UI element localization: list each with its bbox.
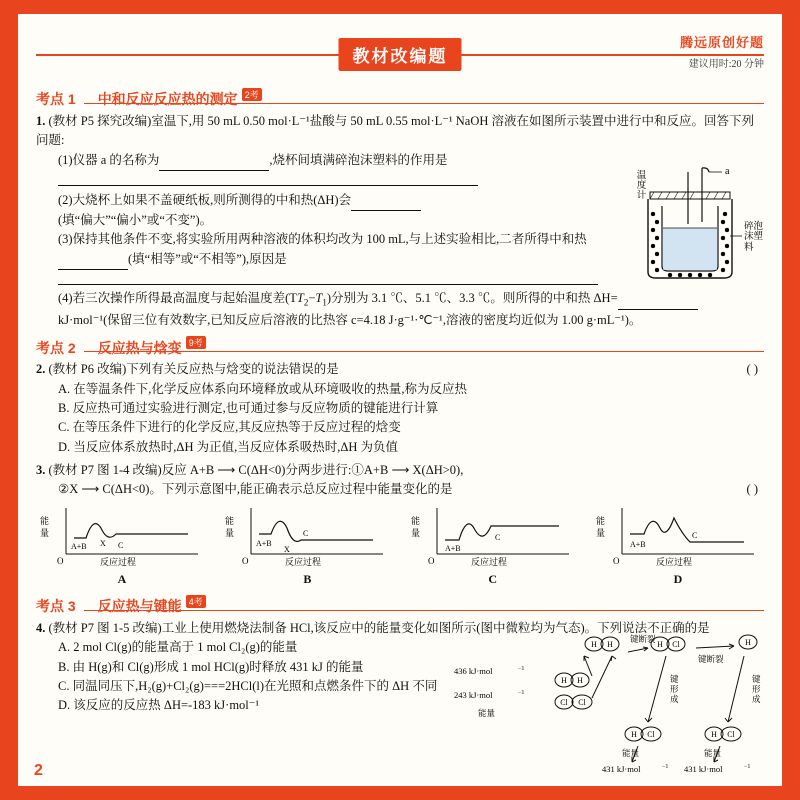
- energy-caption-c: C: [488, 572, 497, 587]
- q4-option-a[interactable]: A. 2 mol Cl(g)的能量高于 1 mol Cl₂(g)的能量: [58, 640, 298, 655]
- energy-diagram-a: [38, 504, 206, 589]
- question-4-number: 4.: [36, 620, 46, 635]
- q3-lead5: C(ΔH<0)。下列示意图中,能正确表示总反应过程中能量变化的是: [102, 482, 453, 497]
- svg-text:−1: −1: [518, 690, 525, 696]
- q1-blank-6[interactable]: [618, 289, 698, 309]
- svg-text:量: 量: [225, 527, 235, 538]
- svg-text:能: 能: [410, 515, 420, 526]
- q4-option-d[interactable]: D. 该反应的反应热 ΔH=-183 kJ·mol⁻¹: [58, 698, 260, 713]
- arrow-icon-1: ⟶: [217, 463, 236, 478]
- svg-text:键: 键: [670, 674, 679, 684]
- section-2-sup: 9考: [186, 336, 206, 349]
- q2-option-a[interactable]: A. 在等温条件下,化学反应体系向环境释放或从环境吸收的热量,称为反应热: [58, 381, 468, 396]
- q1-p3b: (填“相等”或“不相等”),原因是: [128, 251, 287, 266]
- arrow-icon-2: ⟶: [391, 463, 410, 478]
- energy-caption-b: B: [303, 572, 312, 587]
- svg-text:Cl: Cl: [672, 640, 680, 649]
- svg-text:H: H: [591, 640, 597, 649]
- q1-p4d: (保留三位有效数字,已知反应后溶液的比热容 c=4.18 J·g: [103, 312, 404, 327]
- svg-text:H: H: [607, 640, 613, 649]
- svg-text:反应过程: 反应过程: [470, 556, 507, 566]
- svg-text:431 kJ·mol: 431 kJ·mol: [684, 764, 723, 774]
- svg-text:A+B: A+B: [256, 538, 272, 548]
- q4-option-c[interactable]: C. 同温同压下,H₂(g)+Cl₂(g)===2HCl(l)在光照和点燃条件下的 ΔH 不同: [58, 678, 438, 693]
- q1-p4f: )。: [624, 312, 642, 327]
- section-3-sup: 4考: [186, 595, 206, 608]
- svg-text:O: O: [57, 555, 64, 566]
- section-3-title: 反应热与键能: [97, 598, 182, 615]
- energy-diagram-d: [594, 504, 762, 589]
- suggested-time: 建议用时:20 分钟: [688, 59, 764, 70]
- q3-lead4: ②X: [58, 482, 79, 497]
- q1-p4e: ,溶液的密度均近似为 1.00 g·mL: [442, 312, 615, 327]
- svg-text:H: H: [577, 676, 583, 685]
- calorimeter-figure: [630, 166, 780, 286]
- q1-t2t1: $T_2-T_1$: [296, 291, 327, 308]
- svg-text:反应过程: 反应过程: [100, 556, 137, 566]
- section-1: [36, 88, 764, 110]
- q1-blank-2[interactable]: [58, 171, 478, 186]
- svg-text:能: 能: [225, 515, 235, 526]
- q2-answer-box[interactable]: ( ): [746, 362, 758, 377]
- svg-text:Cl: Cl: [578, 698, 586, 707]
- svg-text:H: H: [561, 676, 567, 685]
- section-1-tag: 考点 1: [36, 89, 84, 109]
- svg-text:O: O: [612, 555, 620, 566]
- apparatus-a-label: a: [725, 166, 730, 177]
- section-2-title: 反应热与焓变: [97, 339, 182, 356]
- question-2: [36, 360, 764, 457]
- svg-text:能量: 能量: [478, 708, 496, 718]
- svg-text:−1: −1: [662, 764, 669, 770]
- q3-answer-box[interactable]: ( ): [746, 482, 758, 497]
- svg-text:O: O: [427, 555, 435, 566]
- hcl-energy-figure: [452, 626, 782, 776]
- svg-text:−1: −1: [744, 764, 751, 770]
- question-1: 1. (教材 P5 探究改编)室温下,用 50 mL 0.50 mol·L⁻¹盐酸与 50 mL 0.55 mol·L⁻¹ NaOH 溶液在如图所示装置中进行中和反应。回答下列问题: (1)仪器 a 的名称为 ,烧杯间填满碎泡沫塑料的作用是 (2)大烧杯上如果不盖硬纸板,则所测得的中和热(ΔH)会 (填“偏大”“偏小”或“不变”)。 (3)保持其他条件不变,将实验所用两种溶液的体积均改为 100 mL,与上述实验相比,二者所得中和热 (填“相等”或“不相等”),原因是 (4)若三次操作所得最高温度与起始温度差$(TT_2-T_1)$分别为 3.1 ℃、5.1 ℃、3.3 ℃。则所得的中和热 ΔH= kJ·mol⁻¹(保留三位有效数字,已知反应后溶液的比热容 c=4.18 J·g⁻¹·℃⁻¹,溶液的密度均近似为 1.00 g·mL⁻¹)。: [36, 114, 755, 327]
- svg-text:键: 键: [752, 674, 761, 684]
- q1-blank-3[interactable]: [351, 191, 421, 211]
- svg-text:A+B: A+B: [71, 541, 87, 551]
- page-number: 2: [34, 762, 43, 779]
- q2-option-b[interactable]: B. 反应热可通过实验进行测定,也可通过参与反应物质的键能进行计算: [58, 400, 439, 415]
- q3-lead2: C(ΔH<0)分两步进行:①A+B: [238, 463, 389, 478]
- svg-text:C: C: [303, 528, 309, 538]
- svg-text:键断裂: 键断裂: [698, 654, 724, 664]
- energy-diagram-c: [409, 504, 577, 589]
- q1-p3a: (3)保持其他条件不变,将实验所用两种溶液的体积均改为 100 mL,与上述实验相比,二者所得中和热: [58, 232, 587, 247]
- svg-text:成: 成: [752, 694, 761, 704]
- svg-text:量: 量: [410, 527, 420, 538]
- svg-text:436 kJ·mol: 436 kJ·mol: [454, 666, 493, 676]
- q4-lead: (教材 P7 图 1-5 改编)工业上使用燃烧法制备 HCl,该反应中的能量变化如图所示(图中微粒均为气态)。下列说法不正确的是: [48, 620, 710, 635]
- svg-text:形: 形: [752, 684, 761, 694]
- q1-blank-1[interactable]: [159, 151, 269, 171]
- svg-text:H: H: [657, 640, 663, 649]
- thermometer-label: 温度计: [636, 171, 647, 201]
- svg-text:反应过程: 反应过程: [285, 556, 322, 566]
- section-1-sup: 2考: [242, 88, 262, 101]
- q3-lead1: (教材 P7 图 1-4 改编)反应 A+B: [48, 463, 215, 478]
- svg-text:能量: 能量: [704, 748, 722, 758]
- arrow-icon-3: ⟶: [81, 482, 100, 497]
- section-2: [36, 336, 764, 358]
- svg-text:Cl: Cl: [727, 730, 735, 739]
- svg-text:A+B: A+B: [444, 543, 461, 553]
- question-2-number: 2.: [36, 362, 46, 377]
- page-title: 教材改编题: [339, 38, 462, 71]
- svg-text:H: H: [711, 730, 717, 739]
- svg-text:A+B: A+B: [629, 539, 646, 549]
- q1-p4c: kJ·mol: [58, 312, 93, 327]
- svg-text:X: X: [100, 538, 106, 548]
- svg-text:能: 能: [595, 515, 605, 526]
- brand-block: [680, 32, 764, 70]
- page-header: [36, 24, 764, 80]
- energy-caption-a: A: [117, 572, 127, 587]
- question-3-number: 3.: [36, 463, 46, 478]
- worksheet-page: [18, 14, 782, 786]
- q2-option-d[interactable]: D. 当反应体系放热时,ΔH 为正值,当反应体系吸热时,ΔH 为负值: [58, 439, 399, 454]
- svg-text:−1: −1: [518, 666, 525, 672]
- energy-diagram-row: [36, 504, 764, 589]
- q1-p1a: (1)仪器 a 的名称为: [58, 152, 160, 167]
- svg-text:成: 成: [670, 694, 679, 704]
- section-1-title: 中和反应反应热的测定: [97, 91, 238, 108]
- q1-blank-5[interactable]: [58, 270, 598, 285]
- q1-p2: (2)大烧杯上如果不盖硬纸板,则所测得的中和热(ΔH)会: [58, 192, 352, 207]
- svg-text:能: 能: [40, 515, 50, 526]
- svg-text:H: H: [745, 638, 751, 647]
- energy-diagram-b: [223, 504, 391, 589]
- svg-text:形: 形: [670, 684, 679, 694]
- energy-caption-d: D: [673, 572, 683, 587]
- foam-label: 碎泡沫塑料: [744, 222, 764, 253]
- q1-lead3: NaOH 溶液在如图所示装置中进行中和反应。回答下列问题:: [36, 114, 755, 148]
- q2-lead: (教材 P6 改编)下列有关反应热与焓变的说法错误的是: [48, 362, 339, 377]
- svg-text:243 kJ·mol: 243 kJ·mol: [454, 690, 493, 700]
- svg-text:Cl: Cl: [647, 730, 655, 739]
- svg-text:量: 量: [40, 527, 50, 538]
- question-3: [36, 461, 764, 589]
- section-3-tag: 考点 3: [36, 596, 84, 616]
- svg-text:C: C: [118, 540, 124, 550]
- q1-p1b: ,烧杯间填满碎泡沫塑料的作用是: [269, 152, 448, 167]
- q1-p4a: (4)若三次操作所得最高温度与起始温度差(T: [58, 291, 297, 306]
- q1-p4b: )分别为 3.1 ℃、5.1 ℃、3.3 ℃。则所得的中和热 ΔH=: [326, 291, 618, 306]
- svg-text:X: X: [284, 544, 291, 554]
- section-2-tag: 考点 2: [36, 338, 84, 358]
- svg-text:量: 量: [595, 527, 605, 538]
- svg-text:C: C: [691, 530, 698, 540]
- q1-lead: (教材 P5 探究改编)室温下,用 50 mL 0.50 mol·L: [48, 114, 300, 128]
- svg-text:Cl: Cl: [560, 698, 568, 707]
- q1-blank-4[interactable]: [58, 250, 128, 270]
- q4-option-b[interactable]: B. 由 H(g)和 Cl(g)形成 1 mol HCl(g)时释放 431 kJ 的能量: [58, 659, 364, 674]
- svg-text:431 kJ·mol: 431 kJ·mol: [602, 764, 641, 774]
- q3-lead3: X(ΔH>0),: [412, 463, 464, 478]
- svg-text:键断裂: 键断裂: [630, 634, 656, 644]
- question-1-number: 1.: [36, 114, 46, 128]
- q2-option-c[interactable]: C. 在等压条件下进行的化学反应,其反应热等于反应过程的焓变: [58, 420, 401, 435]
- svg-text:C: C: [494, 532, 500, 542]
- svg-text:H: H: [631, 730, 637, 739]
- q1-p2b: (填“偏大”“偏小”或“不变”)。: [58, 212, 213, 227]
- svg-text:能量: 能量: [622, 748, 640, 758]
- svg-text:反应过程: 反应过程: [655, 556, 692, 566]
- brand-name: 腾远原创好题: [679, 35, 764, 50]
- section-3: [36, 595, 764, 617]
- q1-lead2: 盐酸与 50 mL 0.55 mol·L: [309, 114, 443, 128]
- svg-text:O: O: [242, 555, 249, 566]
